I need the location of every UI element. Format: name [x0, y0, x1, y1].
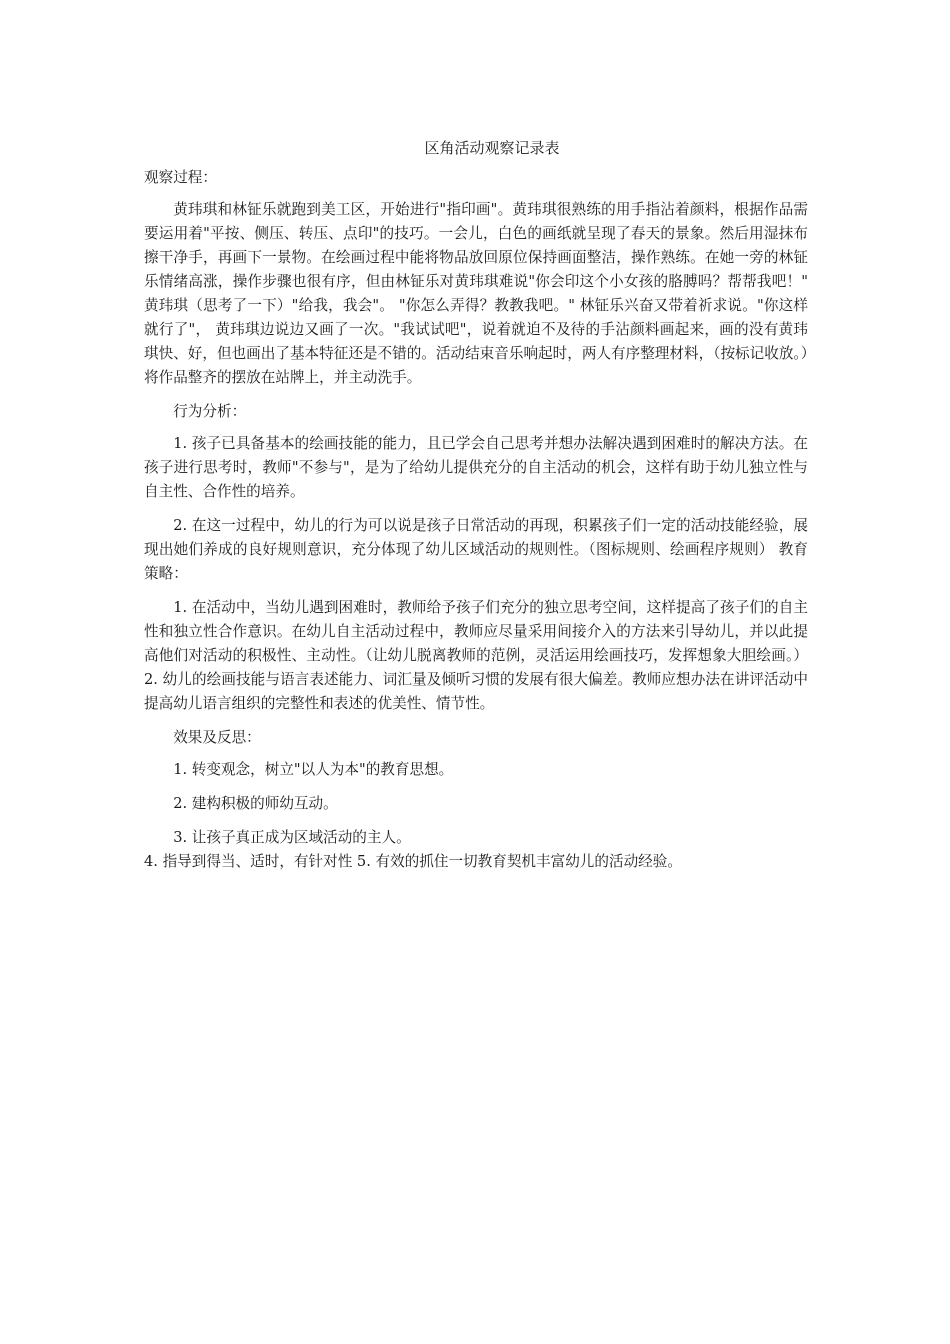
strategy-item-1: 1. 在活动中，当幼儿遇到困难时，教师给予孩子们充分的独立思考空间，这样提高了孩子们的自主性和独立性合作意识。在幼儿自主活动过程中，教师应尽量采用间接介入的方法来引导幼儿，并以此提高他们对活动的积极性、主动性。（让幼儿脱离教师的范例，灵活运用绘画技巧，发挥想象大胆绘画。）2. 幼儿的绘画技能与语言表述能力、词汇量及倾听习惯的发展有很大偏差。教师应想办法在讲评活动中提高幼儿语言组织的完整性和表述的优美性、情节性。 [144, 599, 808, 712]
process-label: 观察过程： [144, 169, 217, 186]
analysis-item-1: 1. 孩子已具备基本的绘画技能的能力，且已学会自己思考并想办法解决遇到困难时的解决方法。在孩子进行思考时，教师"不参与"，是为了给幼儿提供充分的自主活动的机会，这样有助于幼儿独立性与自主性、合作性的培养。 [144, 435, 808, 500]
reflection-item-2: 2. 建构积极的师幼互动。 [173, 795, 338, 812]
process-paragraph: 黄玮琪和林钲乐就跑到美工区，开始进行"指印画"。黄玮琪很熟练的用手指沾着颜料，根据作品需要运用着"平按、侧压、转压、点印"的技巧。一会儿，白色的画纸就呈现了春天的景象。然后用湿抹布擦干净手，再画下一景物。在绘画过程中能将物品放回原位保持画面整洁，操作熟练。在她一旁的林钲乐情绪高涨，操作步骤也很有序，但由林钲乐对黄玮琪难说"你会印这个小女孩的胳膊吗？帮帮我吧！" 黄玮琪（思考了一下）"给我，我会"。 "你怎么弄得？教教我吧。" 林钲乐兴奋又带着祈求说。"你这样就行了"， 黄玮琪边说边又画了一次。"我试试吧"，说着就迫不及待的手沾颜料画起来，画的没有黄玮琪快、好，但也画出了基本特征还是不错的。活动结束音乐响起时，两人有序整理材料，（按标记收放。）将作品整齐的摆放在站牌上，并主动洗手。 [144, 201, 809, 386]
reflection-item-4-5: 4. 指导到得当、适时，有针对性 5. 有效的抓住一切教育契机丰富幼儿的活动经验。 [144, 853, 682, 870]
document-page [144, 136, 808, 874]
analysis-item-2: 2. 在这一过程中，幼儿的行为可以说是孩子日常活动的再现，积累孩子们一定的活动技能经验，展现出她们养成的良好规则意识，充分体现了幼儿区域活动的规则性。（图标规则、绘画程序规则） 教育策略： [144, 517, 808, 582]
reflection-item-1: 1. 转变观念，树立"以人为本"的教育思想。 [173, 761, 454, 778]
analysis-label: 行为分析： [173, 403, 247, 420]
document-title: 区角活动观察记录表 [424, 139, 560, 157]
reflection-item-3: 3. 让孩子真正成为区域活动的主人。 [173, 829, 411, 846]
reflection-label: 效果及反思： [173, 729, 261, 746]
